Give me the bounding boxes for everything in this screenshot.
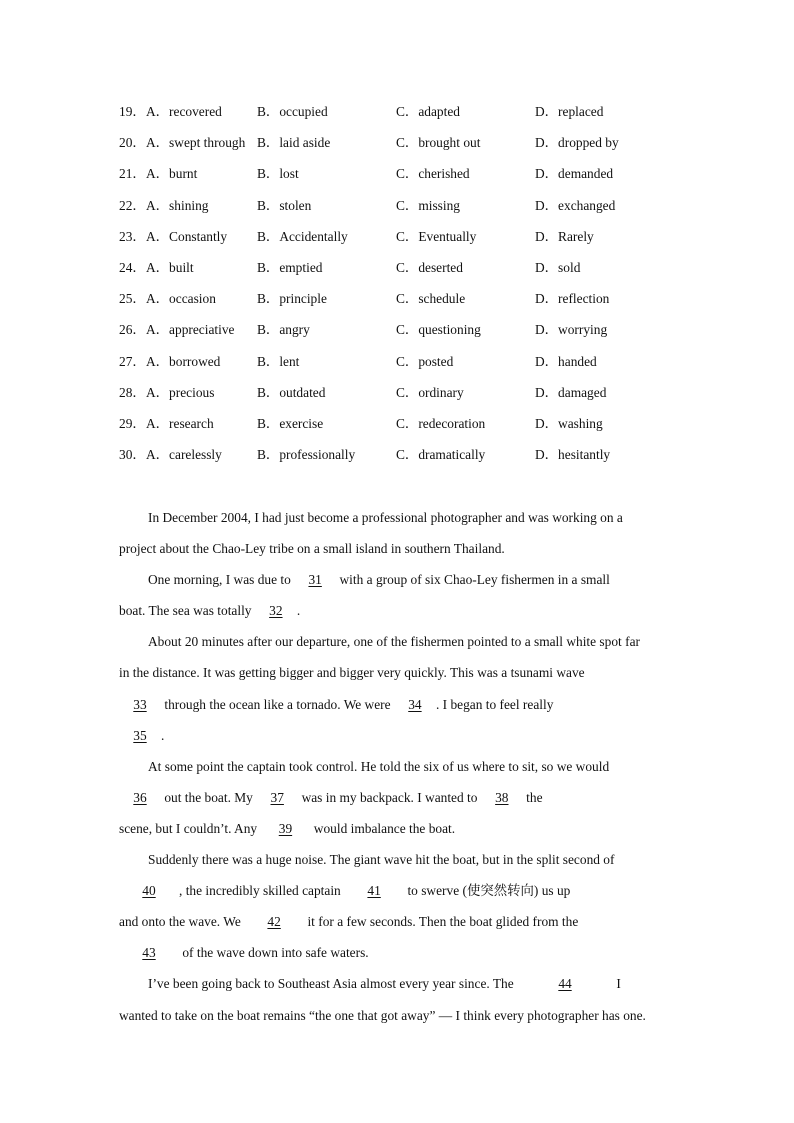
option-d: D．replaced bbox=[535, 104, 604, 119]
question-number: 20． bbox=[119, 135, 146, 151]
question-row bbox=[119, 257, 679, 288]
option-b: B．lent bbox=[257, 353, 300, 369]
option-a: A．borrowed bbox=[146, 353, 221, 369]
option-a: A．precious bbox=[146, 384, 215, 400]
passage-line bbox=[119, 815, 675, 846]
option-b: B．occupied bbox=[257, 104, 328, 119]
question-number: 24． bbox=[119, 259, 146, 275]
option-a: A．burnt bbox=[146, 166, 198, 182]
passage-line bbox=[119, 970, 675, 1001]
blank-41: 41 bbox=[367, 883, 381, 899]
question-row bbox=[119, 382, 679, 413]
question-number: 26． bbox=[119, 322, 146, 338]
option-d: D．reflection bbox=[535, 291, 610, 307]
question-row bbox=[119, 351, 679, 382]
option-c: C．missing bbox=[396, 197, 460, 213]
question-row bbox=[119, 319, 679, 350]
option-a: A．swept through bbox=[146, 135, 246, 151]
blank-35: 35 bbox=[133, 727, 147, 743]
question-number: 28． bbox=[119, 384, 146, 400]
blank-42: 42 bbox=[267, 914, 281, 930]
option-b: B．stolen bbox=[257, 197, 312, 213]
question-number: 27． bbox=[119, 353, 146, 369]
option-d: D．handed bbox=[535, 353, 597, 369]
option-b: B．outdated bbox=[257, 384, 326, 400]
passage-text: I bbox=[613, 976, 621, 992]
question-number: 23． bbox=[119, 228, 146, 244]
passage-text: project about the Chao-Ley tribe on a small island in southern Thailand. bbox=[119, 541, 505, 557]
passage-text: One morning, I was due to bbox=[148, 572, 295, 588]
option-c: C．dramatically bbox=[396, 447, 486, 463]
option-b: B．lost bbox=[257, 166, 299, 182]
question-row bbox=[119, 413, 679, 444]
passage-text: of the wave down into safe waters. bbox=[179, 945, 369, 961]
blank-32: 32 bbox=[269, 603, 283, 619]
passage-text: in the distance. It was getting bigger and bigger very quickly. This was a tsunami wave bbox=[119, 665, 585, 681]
passage-text: it for a few seconds. Then the boat glided from the bbox=[304, 914, 579, 930]
option-d: D．hesitantly bbox=[535, 447, 611, 463]
option-c: C．ordinary bbox=[396, 384, 464, 400]
option-a: A．appreciative bbox=[146, 322, 235, 338]
blank-44: 44 bbox=[558, 976, 572, 992]
option-b: B．emptied bbox=[257, 259, 323, 275]
blank-40: 40 bbox=[142, 883, 156, 899]
question-number: 25． bbox=[119, 291, 146, 307]
option-d: D．Rarely bbox=[535, 228, 594, 244]
blank-36: 36 bbox=[133, 789, 147, 805]
question-number: 22． bbox=[119, 197, 146, 213]
passage-line bbox=[119, 753, 675, 784]
passage-text: the bbox=[522, 789, 543, 805]
passage-line bbox=[119, 939, 675, 970]
question-number: 30． bbox=[119, 447, 146, 463]
option-d: D．sold bbox=[535, 259, 581, 275]
passage-text: wanted to take on the boat remains “the one that got away” — I think every photographer has one. bbox=[119, 1007, 646, 1023]
option-a: A．built bbox=[146, 259, 194, 275]
blank-38: 38 bbox=[495, 789, 509, 805]
question-number: 21． bbox=[119, 166, 146, 182]
option-c: C．posted bbox=[396, 353, 454, 369]
passage-text: and onto the wave. We bbox=[119, 914, 245, 930]
question-row bbox=[119, 288, 679, 319]
passage-line bbox=[119, 691, 675, 722]
passage-text: . bbox=[296, 603, 301, 619]
question-row bbox=[119, 163, 679, 194]
passage-text: In December 2004, I had just become a professional photographer and was working on a bbox=[148, 510, 623, 525]
option-a: A．carelessly bbox=[146, 447, 222, 463]
option-b: B．principle bbox=[257, 291, 327, 307]
passage-text: I’ve been going back to Southeast Asia almost every year since. The bbox=[148, 976, 518, 992]
passage-line bbox=[119, 908, 675, 939]
option-c: C．adapted bbox=[396, 104, 460, 119]
option-b: B．Accidentally bbox=[257, 228, 348, 244]
passage-line bbox=[119, 535, 675, 566]
option-b: B．exercise bbox=[257, 415, 324, 431]
option-d: D．worrying bbox=[535, 322, 608, 338]
passage-line bbox=[119, 877, 675, 908]
passage-line bbox=[119, 628, 675, 659]
blank-31: 31 bbox=[308, 572, 322, 588]
passage-text: through the ocean like a tornado. We were bbox=[161, 696, 394, 712]
blank-39: 39 bbox=[278, 820, 293, 836]
passage-line bbox=[119, 846, 675, 877]
option-a: A．research bbox=[146, 415, 214, 431]
passage-text: with a group of six Chao-Ley fishermen in a small bbox=[336, 572, 610, 588]
blank-43: 43 bbox=[142, 945, 156, 961]
blank-37: 37 bbox=[270, 789, 284, 805]
option-d: D．washing bbox=[535, 415, 603, 431]
passage-line bbox=[119, 504, 675, 535]
option-d: D．exchanged bbox=[535, 197, 616, 213]
option-c: C．schedule bbox=[396, 291, 466, 307]
option-b: B．laid aside bbox=[257, 135, 331, 151]
option-c: C．brought out bbox=[396, 135, 481, 151]
question-row bbox=[119, 444, 679, 475]
blank-34: 34 bbox=[408, 696, 422, 712]
passage-line bbox=[119, 597, 675, 628]
option-a: A．shining bbox=[146, 197, 209, 213]
option-c: C．redecoration bbox=[396, 415, 486, 431]
question-row bbox=[119, 226, 679, 257]
passage-line bbox=[119, 722, 675, 753]
question-row bbox=[119, 195, 679, 226]
blank-33: 33 bbox=[133, 696, 147, 712]
passage-text: . I began to feel really bbox=[435, 696, 554, 712]
passage-text: , the incredibly skilled captain bbox=[179, 883, 345, 899]
option-c: C．questioning bbox=[396, 322, 481, 338]
passage-line bbox=[119, 1002, 675, 1033]
passage-line bbox=[119, 659, 675, 690]
question-row bbox=[119, 101, 679, 132]
passage-text: would imbalance the boat. bbox=[310, 820, 456, 836]
option-c: C．Eventually bbox=[396, 228, 477, 244]
passage-line bbox=[119, 784, 675, 815]
passage-text: scene, but I couldn’t. Any bbox=[119, 820, 261, 836]
passage-text: About 20 minutes after our departure, one of the fishermen pointed to a small white spot far bbox=[148, 634, 640, 650]
option-b: B．angry bbox=[257, 322, 310, 338]
option-a: A．recovered bbox=[146, 104, 222, 119]
answer-options bbox=[119, 101, 679, 475]
question-number: 19． bbox=[119, 104, 146, 119]
option-a: A．Constantly bbox=[146, 228, 228, 244]
passage-text: to swerve (使突然转向) us up bbox=[404, 883, 571, 899]
option-d: D．dropped by bbox=[535, 135, 619, 151]
question-row bbox=[119, 132, 679, 163]
option-a: A．occasion bbox=[146, 291, 216, 307]
passage-text: At some point the captain took control. He told the six of us where to sit, so we would bbox=[148, 758, 610, 774]
reading-passage bbox=[119, 504, 675, 1033]
option-d: D．damaged bbox=[535, 384, 607, 400]
passage-text: . bbox=[161, 727, 165, 743]
passage-text: out the boat. My bbox=[161, 789, 257, 805]
option-b: B．professionally bbox=[257, 447, 356, 463]
option-c: C．cherished bbox=[396, 166, 470, 182]
passage-line bbox=[119, 566, 675, 597]
passage-text: Suddenly there was a huge noise. The giant wave hit the boat, but in the split second of bbox=[148, 852, 615, 868]
question-number: 29． bbox=[119, 415, 146, 431]
option-d: D．demanded bbox=[535, 166, 614, 182]
passage-text: was in my backpack. I wanted to bbox=[298, 789, 481, 805]
option-c: C．deserted bbox=[396, 259, 463, 275]
passage-text: boat. The sea was totally bbox=[119, 603, 255, 619]
